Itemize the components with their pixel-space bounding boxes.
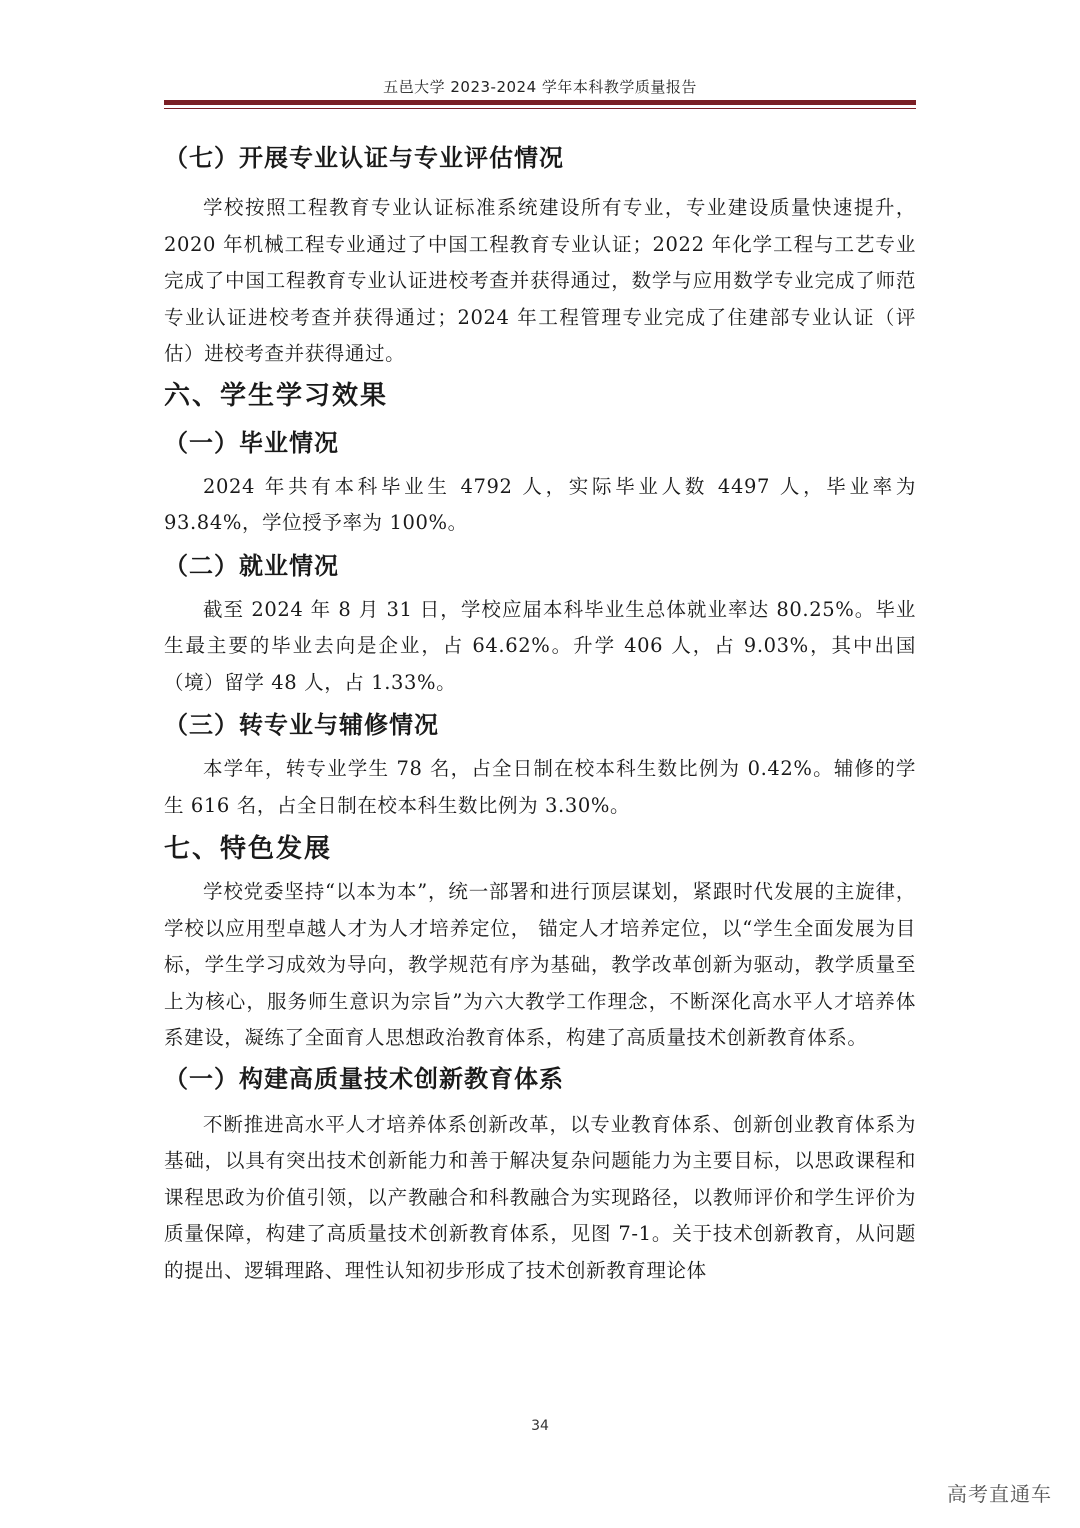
subsection-heading-innovation-system: （一）构建高质量技术创新教育体系 [164, 1064, 564, 1093]
subsection-heading-employment: （二）就业情况 [164, 551, 339, 580]
graduation-paragraph: 2024 年共有本科毕业生 4792 人，实际毕业人数 4497 人，毕业率为 93.84%，学位授予率为 100%。 [164, 474, 916, 534]
running-header: 五邑大学 2023-2024 学年本科教学质量报告 [383, 78, 697, 96]
page-number: 34 [531, 1418, 549, 1434]
chapter-heading-6: 六、学生学习效果 [164, 380, 389, 411]
employment-paragraph: 截至 2024 年 8 月 31 日，学校应届本科毕业生总体就业率达 80.25%。毕业生最主要的毕业去向是企业，占 64.62%。升学 406 人，占 9.03%，其中出国（境）留学 48 人，占 1.33%。 [164, 597, 916, 694]
watermark-text: 高考直通车 [947, 1482, 1052, 1506]
innovation-system-paragraph: 不断推进高水平人才培养体系创新改革，以专业教育体系、创新创业教育体系为基础，以具有突出技术创新能力和善于解决复杂问题能力为主要目标，以思政课程和课程思政为价值引领，以产教融合和科教融合为实现路径，以教师评价和学生评价为质量保障，构建了高质量技术创新教育体系，见图 7-1。关于技术创新教育，从问题的提出、逻辑理路、理性认知初步形成了技术创新教育理论体 [164, 1112, 916, 1282]
subsection-heading-major-transfer: （三）转专业与辅修情况 [164, 711, 439, 739]
chapter-heading-7: 七、特色发展 [164, 834, 333, 864]
section-7-paragraph: 学校按照工程教育专业认证标准系统建设所有专业，专业建设质量快速提升，2020 年机械工程专业通过了中国工程教育专业认证；2022 年化学工程与工艺专业完成了中国工程教育专业认证进校考查并获得通过，数学与应用数学专业完成了师范专业认证进校考查并获得通过；2024 年工程管理专业完成了住建部专业认证（评估）进校考查并获得通过。 [164, 196, 916, 365]
header-rule-thin [164, 108, 916, 109]
chapter-7-paragraph: 学校党委坚持“以本为本”，统一部署和进行顶层谋划，紧跟时代发展的主旋律，学校以应用型卓越人才为人才培养定位， 锚定人才培养定位，以“学生全面发展为目标，学生学习成效为导向，教学规范有序为基础，教学改革创新为驱动，教学质量至上为核心，服务师生意识为宗旨”为六大教学工作理念，不断深化高水平人才培养体系建设，凝练了全面育人思想政治教育体系，构建了高质量技术创新教育体系。 [164, 880, 916, 1049]
page-body [164, 140, 916, 1289]
header-rule-thick [164, 100, 916, 105]
section-heading-7: （七）开展专业认证与专业评估情况 [164, 144, 564, 172]
subsection-heading-graduation: （一）毕业情况 [164, 428, 339, 457]
major-transfer-paragraph: 本学年，转专业学生 78 名，占全日制在校本科生数比例为 0.42%。辅修的学生 616 名，占全日制在校本科生数比例为 3.30%。 [164, 757, 916, 817]
